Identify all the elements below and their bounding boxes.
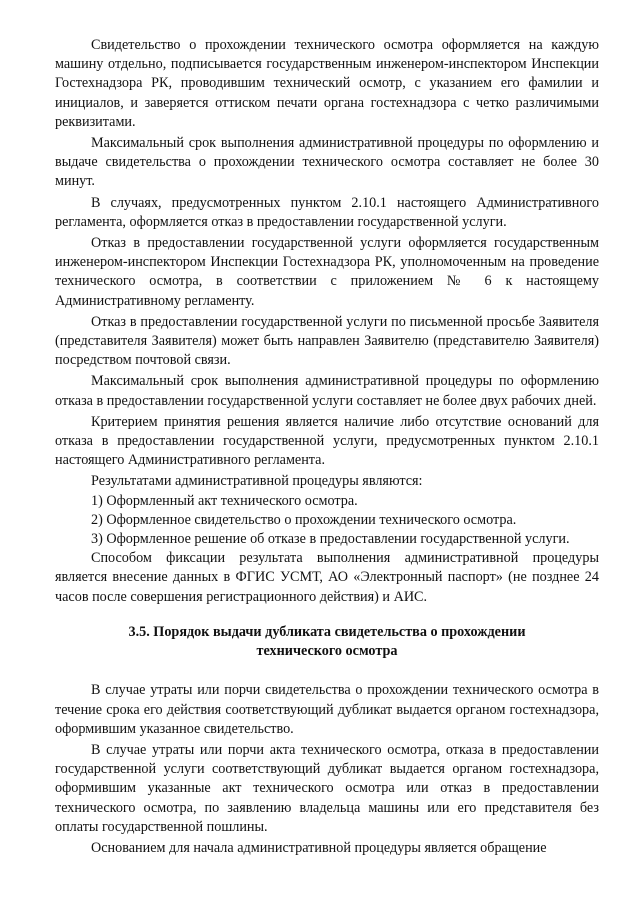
paragraph-refusal-by-mail: Отказ в предоставлении государственной услуги по письменной просьбе Заявителя (представителя Заявителя) может быть направлен Заявителю (представителю Заявителя) посредством почтовой связи.	[55, 313, 599, 369]
document-page	[55, 36, 599, 860]
results-intro: Результатами административной процедуры являются:	[91, 473, 423, 490]
paragraph-refusal-max-time: Максимальный срок выполнения административной процедуры по оформлению отказа в предоставлении государственной услуги составляет не более двух рабочих дней.	[55, 373, 599, 409]
paragraph-certificate-issuance: Свидетельство о прохождении технического осмотра оформляется на каждую машину отдельно, подписывается государственным инженером-инспектором Инспекции Гостехнадзора РК, проводившим технический осмотр, с указанием его фамилии и инициалов, и заверяется оттиском печати органа гостехнадзора с четко различимыми реквизитами.	[55, 37, 599, 130]
paragraph-procedure-basis: Основанием для начала административной процедуры является обращение	[91, 839, 547, 856]
paragraph-duplicate-act: В случае утраты или порчи акта технического осмотра, отказа в предоставлении государственной услуги соответствующий дубликат выдается органом гостехнадзора, оформившим указанные акт технического осмотра или отказ в предоставлении технического осмотра, по заявлению владельца машины или его представителя без оплаты государственной пошлины.	[55, 741, 599, 835]
paragraph-decision-criterion: Критерием принятия решения является наличие либо отсутствие оснований для отказа в предоставлении государственной услуги, предусмотренных пунктом 2.10.1 настоящего Административного регламента.	[55, 413, 599, 469]
result-item: 3) Оформленное решение об отказе в предоставлении государственной услуги.	[91, 531, 570, 548]
paragraph-duplicate-certificate: В случае утраты или порчи свидетельства о прохождении технического осмотра в течение срока его действия соответствующий дубликат выдается органом гостехнадзора, оформившим указанное свидетельство.	[55, 682, 599, 737]
section-title: 3.5. Порядок выдачи дубликата свидетельства о прохождении технического осмотра	[128, 623, 526, 660]
paragraph-refusal-cases: В случаях, предусмотренных пунктом 2.10.1 настоящего Административного регламента, оформляется отказ в предоставлении государственной услуги.	[55, 194, 599, 230]
paragraph-refusal-issued-by: Отказ в предоставлении государственной услуги оформляется государственным инженером-инспектором Инспекции Гостехнадзора РК, уполномоченным на проведение технического осмотра, в соответствии с приложением № 6 к настоящему Административному регламенту.	[55, 235, 599, 309]
result-item: 2) Оформленное свидетельство о прохождении технического осмотра.	[91, 511, 517, 528]
paragraph-fixation-method: Способом фиксации результата выполнения административной процедуры является внесение данных в ФГИС УСМТ, АО «Электронный паспорт» (не позднее 24 часов после совершения регистрационного действия) и АИС.	[55, 550, 599, 605]
result-item: 1) Оформленный акт технического осмотра.	[91, 492, 358, 509]
paragraph-issuance-max-time: Максимальный срок выполнения административной процедуры по оформлению и выдаче свидетельства о прохождении технического осмотра составляет не более 30 минут.	[55, 135, 599, 190]
